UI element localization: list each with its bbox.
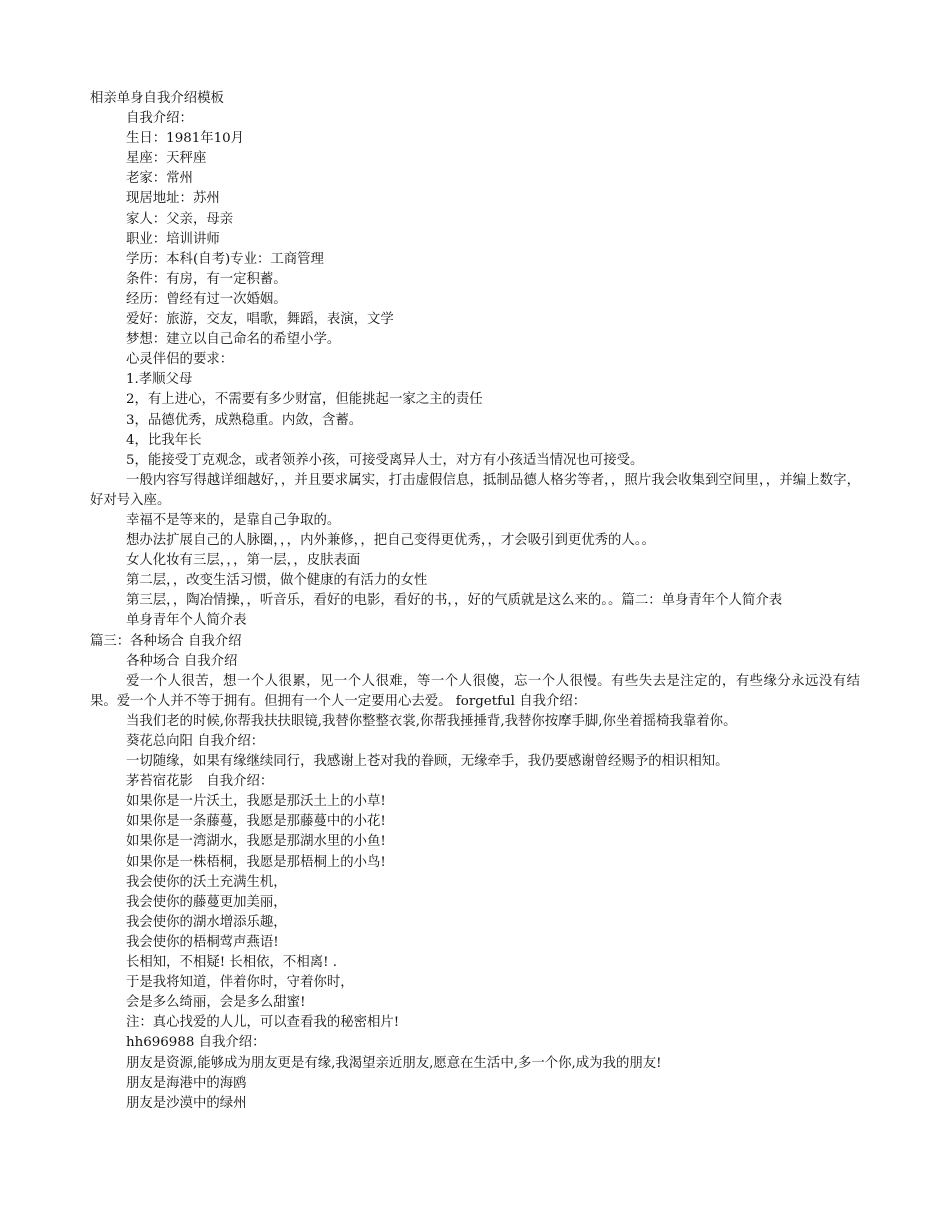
document-paragraph: 1.孝顺父母	[126, 372, 193, 388]
document-paragraph: 爱一个人很苦，想一个人很累，见一个人很难，等一个人很傻，忘一个人很慢。有些失去是注定的，有些缘分永远没有结果。爱一个人并不等于拥有。但拥有一个人一定要用心去爱。 forgetful 自我介绍：	[90, 673, 860, 709]
document-paragraph: 第二层，，改变生活习惯，做个健康的有活力的女性	[126, 573, 428, 589]
document-paragraph: 3，品德优秀，成熟稳重。内敛，含蓄。	[126, 412, 363, 428]
document-paragraph: 朋友是资源,能够成为朋友更是有缘,我渴望亲近朋友,愿意在生活中,多一个你,成为我的朋友!	[126, 1055, 662, 1071]
document-paragraph: 葵花总向阳 自我介绍：	[126, 734, 265, 749]
document-paragraph: 5，能接受丁克观念，或者领养小孩，可接受离异人士，对方有小孩适当情况也可接受。	[126, 452, 644, 468]
document-paragraph: 爱好：旅游，交友，唱歌，舞蹈，表演，文学	[126, 312, 394, 328]
document-paragraph: 生日：1981年10月	[126, 131, 245, 147]
document-paragraph: 学历：本科(自考)专业：工商管理	[126, 251, 324, 267]
document-paragraph: 长相知，不相疑! 长相依，不相离! .	[126, 955, 337, 971]
document-paragraph: 如果你是一株梧桐，我愿是那梧桐上的小鸟!	[126, 854, 386, 870]
document-paragraph: 老家：常州	[126, 171, 193, 187]
document-paragraph: 我会使你的湖水增添乐趣，	[126, 914, 287, 930]
document-paragraph: 第三层，，陶冶情操，，听音乐，看好的电影，看好的书，，好的气质就是这么来的。。篇二：单身青年个人简介表	[126, 593, 783, 609]
document-paragraph: 当我们老的时候,你帮我扶扶眼镜,我替你整整衣裳,你帮我捶捶背,我替你按摩手脚,你坐着摇椅我靠着你。	[126, 713, 737, 729]
document-paragraph: 朋友是海港中的海鸥	[126, 1075, 247, 1091]
document-paragraph: 注：真心找爱的人儿，可以查看我的秘密相片!	[126, 1015, 400, 1031]
document-paragraph: 现居地址：苏州	[126, 191, 220, 207]
document-paragraph: 各种场合 自我介绍	[126, 653, 238, 669]
document-paragraph: 职业：培训讲师	[126, 231, 220, 247]
document-paragraph: 我会使你的沃土充满生机，	[126, 874, 287, 890]
document-paragraph: 幸福不是等来的，是靠自己争取的。	[126, 512, 341, 528]
document-paragraph: 如果你是一片沃土，我愿是那沃土上的小草!	[126, 794, 386, 810]
document-paragraph: 家人：父亲，母亲	[126, 211, 234, 227]
document-paragraph: 如果你是一条藤蔓，我愿是那藤蔓中的小花!	[126, 814, 386, 830]
document-paragraph: 如果你是一湾湖水，我愿是那湖水里的小鱼!	[126, 834, 386, 850]
document-paragraph: 一般内容写得越详细越好，，并且要求属实，打击虚假信息，抵制品德人格劣等者，，照片我会收集到空间里，，并编上数字，好对号入座。	[90, 472, 860, 508]
document-paragraph: 自我介绍：	[126, 111, 193, 127]
document-paragraph: 心灵伴侣的要求：	[126, 352, 234, 368]
document-paragraph: 朋友是沙漠中的绿州	[126, 1095, 247, 1111]
document-paragraph: 相亲单身自我介绍模板	[90, 91, 224, 106]
document-paragraph: 梦想：建立以自己命名的希望小学。	[126, 332, 341, 348]
document-paragraph: 我会使你的梧桐莺声燕语!	[126, 934, 279, 950]
document-paragraph: 星座：天秤座	[126, 151, 207, 167]
document-paragraph: 单身青年个人简介表	[126, 613, 247, 629]
document-paragraph: 想办法扩展自己的人脉圈，，，内外兼修，，把自己变得更优秀，，才会吸引到更优秀的人。。	[126, 533, 655, 549]
document-paragraph: hh696988 自我介绍：	[126, 1035, 266, 1051]
document-paragraph: 条件：有房，有一定积蓄。	[126, 271, 287, 287]
document-paragraph: 女人化妆有三层，，，第一层，，皮肤表面	[126, 553, 361, 569]
document-paragraph: 会是多么绮丽，会是多么甜蜜!	[126, 995, 306, 1011]
document-paragraph: 一切随缘，如果有缘继续同行，我感谢上苍对我的眷顾，无缘牵手，我仍要感谢曾经赐予的相识相知。	[126, 754, 729, 770]
document-body	[90, 89, 860, 1114]
document-paragraph: 于是我将知道，伴着你时，守着你时，	[126, 975, 354, 991]
document-paragraph: 茅苔宿花影 自我介绍：	[126, 774, 274, 790]
document-paragraph: 我会使你的藤蔓更加美丽，	[126, 894, 287, 910]
document-paragraph: 经历：曾经有过一次婚姻。	[126, 291, 287, 307]
document-paragraph: 篇三：各种场合 自我介绍	[90, 633, 242, 649]
document-paragraph: 4，比我年长	[126, 432, 202, 448]
document-paragraph: 2，有上进心，不需要有多少财富，但能挑起一家之主的责任	[126, 392, 483, 408]
